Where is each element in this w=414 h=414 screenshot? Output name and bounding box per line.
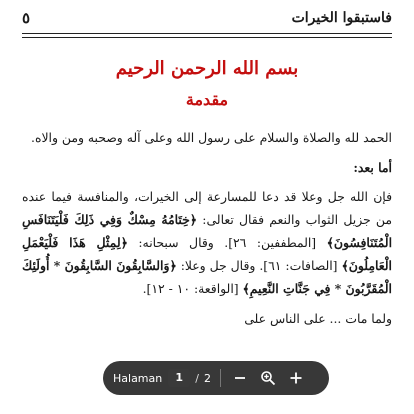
- basmala: بسم الله الرحمن الرحيم: [115, 58, 299, 79]
- page-separator: /: [195, 371, 199, 385]
- toolbar-divider: [220, 369, 221, 387]
- main-paragraph: [22, 185, 392, 300]
- header-rule-thin: [22, 37, 392, 38]
- continuation-paragraph: ولما مات ... على الناس على: [244, 311, 392, 326]
- zoom-in-icon: [260, 370, 276, 386]
- verse-reference: [المطففين: ٢٦]. وقال سبحانه:: [127, 235, 327, 250]
- paragraph-text: فإن الله جل وعلا قد دعا للمسارعة إلى الخيرات، والمنافسة فيما عنده من جزيل الثواب والنعم فقال تعالى:: [22, 189, 392, 227]
- header-rule-thick: [22, 33, 392, 34]
- zoom-out-icon: [233, 371, 247, 385]
- quran-verse: ﴿وَالسَّابِقُونَ السَّابِقُونَ * أُولَئِكَ الْمُقَرَّبُونَ * فِي جَنَّاتِ النَّعِيمِ﴾: [22, 258, 392, 296]
- section-title: مقدمة: [185, 90, 229, 109]
- verse-reference: [الصافات: ٦١]. وقال جل وعلا:: [176, 258, 342, 273]
- page-label: Halaman: [113, 371, 163, 385]
- plus-icon: [289, 371, 303, 385]
- total-pages: 2: [203, 371, 211, 385]
- opening-paragraph: الحمد لله والصلاة والسلام على رسول الله وعلى آله وصحبه ومن والاه.: [31, 130, 392, 145]
- running-title: فاستبقوا الخيرات: [291, 10, 392, 26]
- quran-verse: ﴿لِمِثْلِ هَذَا فَلْيَعْمَلِ الْعَامِلُونَ﴾: [22, 235, 392, 273]
- verse-reference: [الواقعة: ١٠ - ١٢].: [142, 281, 243, 296]
- current-page-input[interactable]: 1: [168, 369, 190, 387]
- pdf-page-toolbar: [103, 361, 329, 395]
- page-number: ٥: [22, 9, 31, 27]
- body-text: [22, 126, 392, 337]
- page-header: [22, 6, 392, 30]
- add-button[interactable]: [285, 367, 307, 389]
- subheading: أما بعد:: [353, 160, 392, 175]
- quran-verse: ﴿خِتَامُهُ مِسْكٌ وَفِي ذَلِكَ فَلْيَتَنَافَسِ الْمُتَنَافِسُونَ﴾: [22, 212, 393, 250]
- zoom-in-button[interactable]: [257, 367, 279, 389]
- zoom-out-button[interactable]: [229, 367, 251, 389]
